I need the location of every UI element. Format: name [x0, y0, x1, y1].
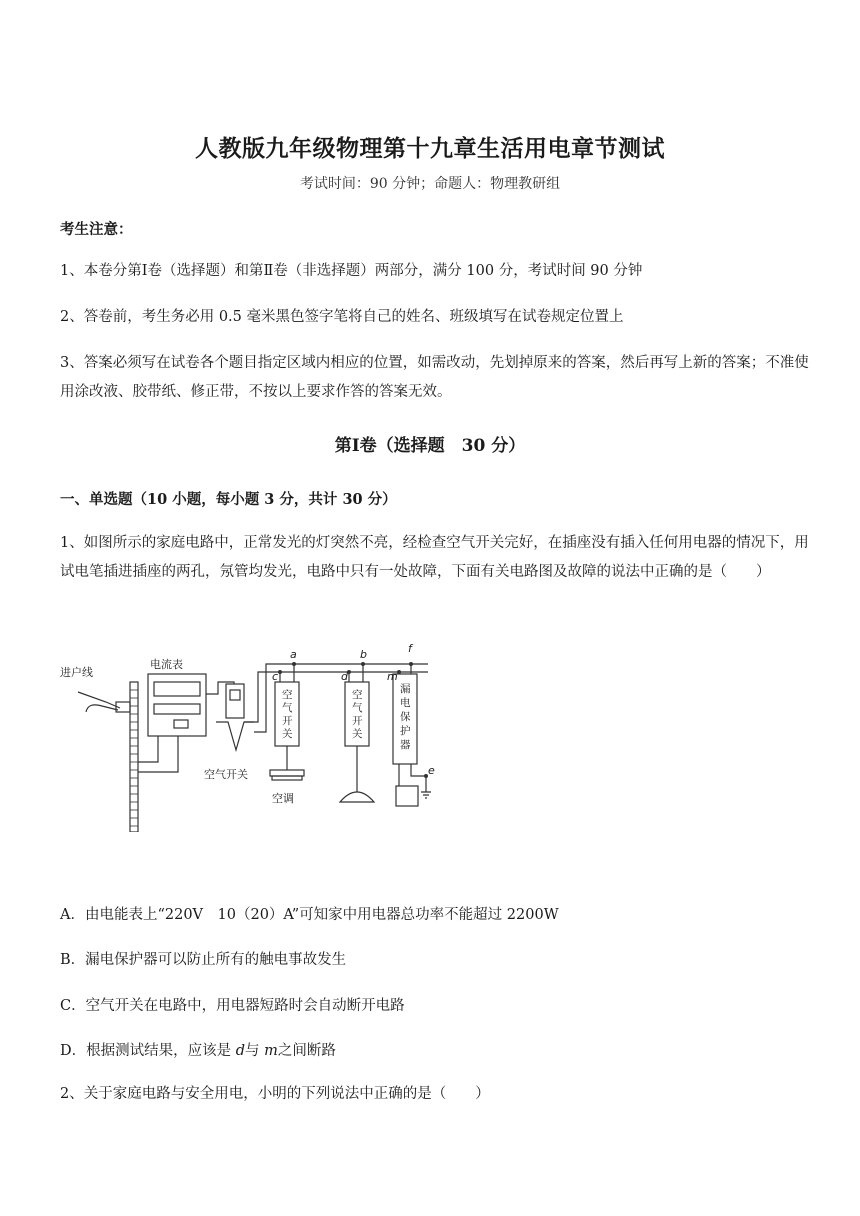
meter-label: 电流表 [150, 658, 183, 671]
option-d[interactable] [60, 1039, 336, 1060]
notice-item-1: 1、本卷分第Ⅰ卷（选择题）和第Ⅱ卷（非选择题）两部分，满分 100 分，考试时间 90 分钟 [60, 263, 643, 279]
option-a[interactable]: A．由电能表上“220V 10（20）A”可知家中用电器总功率不能超过 2200W [60, 907, 559, 923]
section-title: 第Ⅰ卷（选择题 30 分） [334, 436, 526, 456]
circuit-diagram [58, 632, 448, 832]
point-m: m [387, 670, 398, 683]
ac-label: 空调 [272, 792, 294, 805]
option-c[interactable]: C．空气开关在电路中，用电器短路时会自动断开电路 [60, 998, 405, 1014]
option-b[interactable]: B．漏电保护器可以防止所有的触电事故发生 [60, 952, 347, 968]
option-d-var-d: d [235, 1043, 246, 1059]
inlet-label: 进户线 [60, 666, 93, 679]
exam-info: 考试时间：90 分钟；命题人：物理教研组 [299, 176, 561, 192]
point-b: b [360, 648, 367, 661]
point-c: c [272, 670, 279, 683]
question-2-stem: 2、关于家庭电路与安全用电，小明的下列说法中正确的是（ ） [60, 1086, 490, 1102]
notice-heading: 考生注意： [60, 221, 133, 238]
point-a: a [290, 648, 297, 661]
leakage-protector-label: 漏电保护器 [400, 683, 411, 751]
option-d-suffix: 之间断路 [277, 1043, 336, 1059]
notice-item-2: 2、答卷前，考生务必用 0.5 毫米黑色签字笔将自己的姓名、班级填写在试卷规定位置上 [60, 309, 624, 325]
page-title: 人教版九年级物理第十九章生活用电章节测试 [195, 135, 665, 162]
point-d: d [341, 670, 348, 683]
question-1-stem: 1、如图所示的家庭电路中，正常发光的灯突然不亮，经检查空气开关完好，在插座没有插入任何用电器的情况下，用试电笔插进插座的两孔，氖管均发光，电路中只有一处故障，下面有关电路图及故障的说法中正确的是（ ） [60, 535, 809, 580]
breaker-box-2-label: 空气开关 [352, 689, 363, 740]
point-f: f [408, 642, 412, 655]
option-d-prefix: D．根据测试结果，应该是 [60, 1043, 236, 1059]
part-heading: 一、单选题（10 小题，每小题 3 分，共计 30 分） [60, 491, 397, 508]
option-d-mid: 与 [245, 1043, 265, 1059]
main-breaker-label: 空气开关 [204, 768, 248, 781]
option-d-var-m: m [264, 1043, 278, 1059]
notice-item-3: 3、答案必须写在试卷各个题目指定区域内相应的位置，如需改动，先划掉原来的答案，然后再写上新的答案；不准使用涂改液、胶带纸、修正带，不按以上要求作答的答案无效。 [60, 355, 809, 400]
point-e: e [428, 764, 435, 777]
breaker-box-1-label: 空气开关 [282, 689, 293, 740]
